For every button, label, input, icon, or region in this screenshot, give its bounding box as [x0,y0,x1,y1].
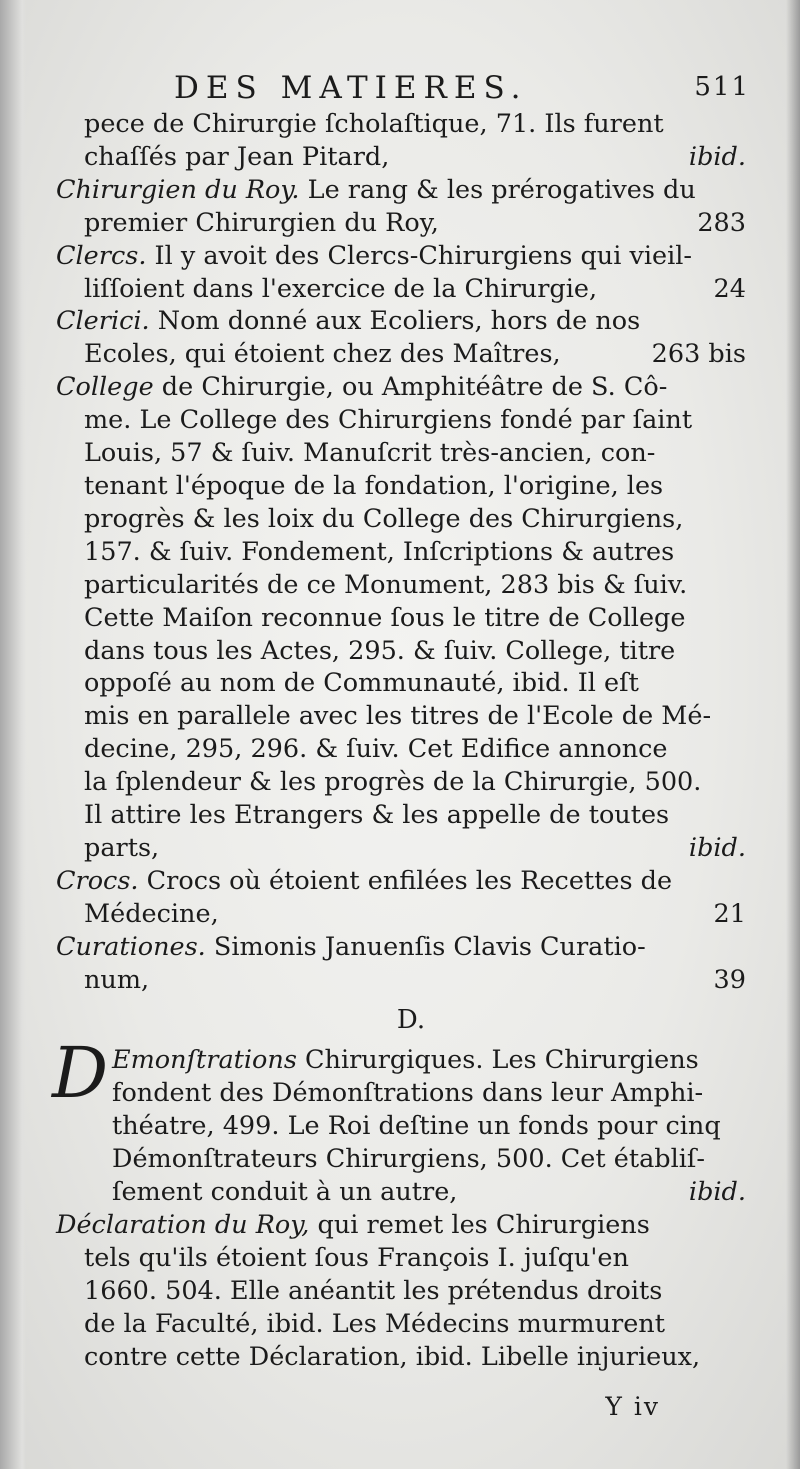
page-reference: ibid. [688,832,746,863]
entry-line [56,931,746,964]
entry-line [56,371,746,404]
catchword: Y iv [605,1392,660,1421]
entry-headword: Crocs. [56,865,139,896]
entry-text: contre cette Déclaration, ibid. Libelle injurieux, [84,1341,701,1372]
entry-text: Louis, 57 & ſuiv. Manuſcrit très-ancien, con- [84,438,656,469]
entry-text: Chirurgiques. Les Chirurgiens [296,1045,699,1076]
entry-line [56,503,746,536]
section-heading-letter: D. [396,1005,426,1036]
drop-capital: D [52,1032,109,1115]
entry-line [56,569,746,602]
index-entry [56,865,746,931]
entry-text: Le rang & les prérogatives du [299,174,696,205]
entry-line [56,141,746,174]
entry-line [56,667,746,700]
running-header [70,70,750,110]
page-reference: 39 [713,964,746,995]
page-reference: ibid. [688,141,746,172]
entry-line [56,1143,746,1176]
entry-line [56,1341,746,1374]
entry-line [56,273,746,306]
entry-line [56,1176,746,1209]
entry-headword: Curationes. [56,931,206,962]
entry-line [56,799,746,832]
entry-text: 157. & ſuiv. Fondement, Inſcriptions & autres [84,536,675,567]
entry-line [56,470,746,503]
page-reference: 21 [713,898,746,929]
entry-text: chaſſés par Jean Pitard, [84,141,390,172]
entry-text: premier Chirurgien du Roy, [84,207,439,238]
entry-line [56,404,746,437]
entry-text: dans tous les Actes, 295. & ſuiv. College, titre [84,635,676,666]
entry-text: Il y avoit des Clercs-Chirurgiens qui vieil- [146,240,693,271]
index-entry [56,931,746,997]
entry-text: de Chirurgie, ou Amphitéâtre de S. Cô- [153,372,668,403]
entry-text: oppoſé au nom de Communauté, ibid. Il eſt [84,668,639,699]
index-entry [56,240,746,306]
entry-headword: College [56,372,154,403]
index-entry-dropcap [52,1032,746,1209]
index-entry [56,1209,746,1374]
entry-text: mis en parallele avec les titres de l'Ecole de Mé- [84,701,712,732]
page-number: 511 [694,72,750,102]
entry-line [56,832,746,865]
entry-text: decine, 295, 296. & ſuiv. Cet Edifice annonce [84,734,668,765]
entry-text: parts, [84,832,160,863]
entry-text: pece de Chirurgie ſcholaſtique, 71. Ils furent [84,109,664,139]
entry-text: la ſplendeur & les progrès de la Chirurgie, 500. [84,767,702,798]
entry-line [56,1077,746,1110]
page-reference: ibid. [688,1177,746,1208]
page-reference: 263 bis [651,339,746,370]
entry-line [56,1275,746,1308]
page-reference: 283 [697,207,746,238]
header-title: DES MATIERES. [174,70,528,106]
entry-line [56,733,746,766]
entry-text: de la Faculté, ibid. Les Médecins murmurent [84,1308,665,1339]
entry-text: Nom donné aux Ecoliers, hors de nos [149,306,641,337]
entry-text: Démonſtrateurs Chirurgiens, 500. Cet établiſ- [112,1144,705,1175]
page-edge-right [786,0,800,1469]
entry-line [56,865,746,898]
entry-line [56,766,746,799]
entry-text: qui remet les Chirurgiens [309,1210,650,1240]
entry-line [56,108,746,141]
entry-line [56,635,746,668]
index-entry [56,305,746,371]
index-entry [56,108,746,174]
entry-line [56,1209,746,1242]
index-body [52,108,746,1374]
entry-text: Simonis Januenſis Clavis Curatio- [205,931,646,962]
entry-text: tels qu'ils étoient ſous François I. juſqu'en [84,1242,629,1273]
entry-line [56,964,746,997]
entry-text: ſement conduit à un autre, [112,1177,458,1208]
entry-line [56,207,746,240]
entry-line [56,1242,746,1275]
entry-headword: Clercs. [56,240,147,271]
entry-line [56,437,746,470]
entry-text: théatre, 499. Le Roi deſtine un fonds pour cinq [112,1111,721,1142]
entry-line [56,338,746,371]
entry-headword: Clerici. [56,306,150,337]
entry-text: Ecoles, qui étoient chez des Maîtres, [84,339,561,370]
entry-line [56,700,746,733]
entry-text: progrès & les loix du College des Chirurgiens, [84,503,684,534]
entry-text: Il attire les Etrangers & les appelle de toutes [84,800,670,831]
entry-text: num, [84,964,150,995]
entry-line [56,305,746,338]
page-reference: 24 [713,273,746,304]
entry-line [56,536,746,569]
entry-text: 1660. 504. Elle anéantit les prétendus droits [84,1275,663,1306]
index-entry [56,174,746,240]
entry-line [56,1308,746,1341]
entry-line [56,602,746,635]
entry-text: liſſoient dans l'exercice de la Chirurgie, [84,273,598,304]
entry-headword: Emonſtrations [112,1045,297,1076]
entry-text: Cette Maiſon reconnue ſous le titre de College [84,602,686,633]
entry-line [56,1110,746,1143]
entry-line [56,240,746,273]
entry-text: particularités de ce Monument, 283 bis & ſuiv. [84,569,688,600]
entry-text: Crocs où étoient enfilées les Recettes de [138,865,673,896]
page-edge-left [0,0,26,1469]
entry-headword: Déclaration du Roy, [56,1210,310,1240]
entry-line [56,174,746,207]
entry-headword: Chirurgien du Roy. [56,174,300,205]
entry-line [56,898,746,931]
entry-text: tenant l'époque de la fondation, l'origine, les [84,470,664,501]
index-entry [56,371,746,865]
entry-text: Médecine, [84,898,219,929]
entry-text: fondent des Démonſtrations dans leur Amphi- [112,1078,704,1109]
entry-text: me. Le College des Chirurgiens fondé par ſaint [84,405,693,436]
